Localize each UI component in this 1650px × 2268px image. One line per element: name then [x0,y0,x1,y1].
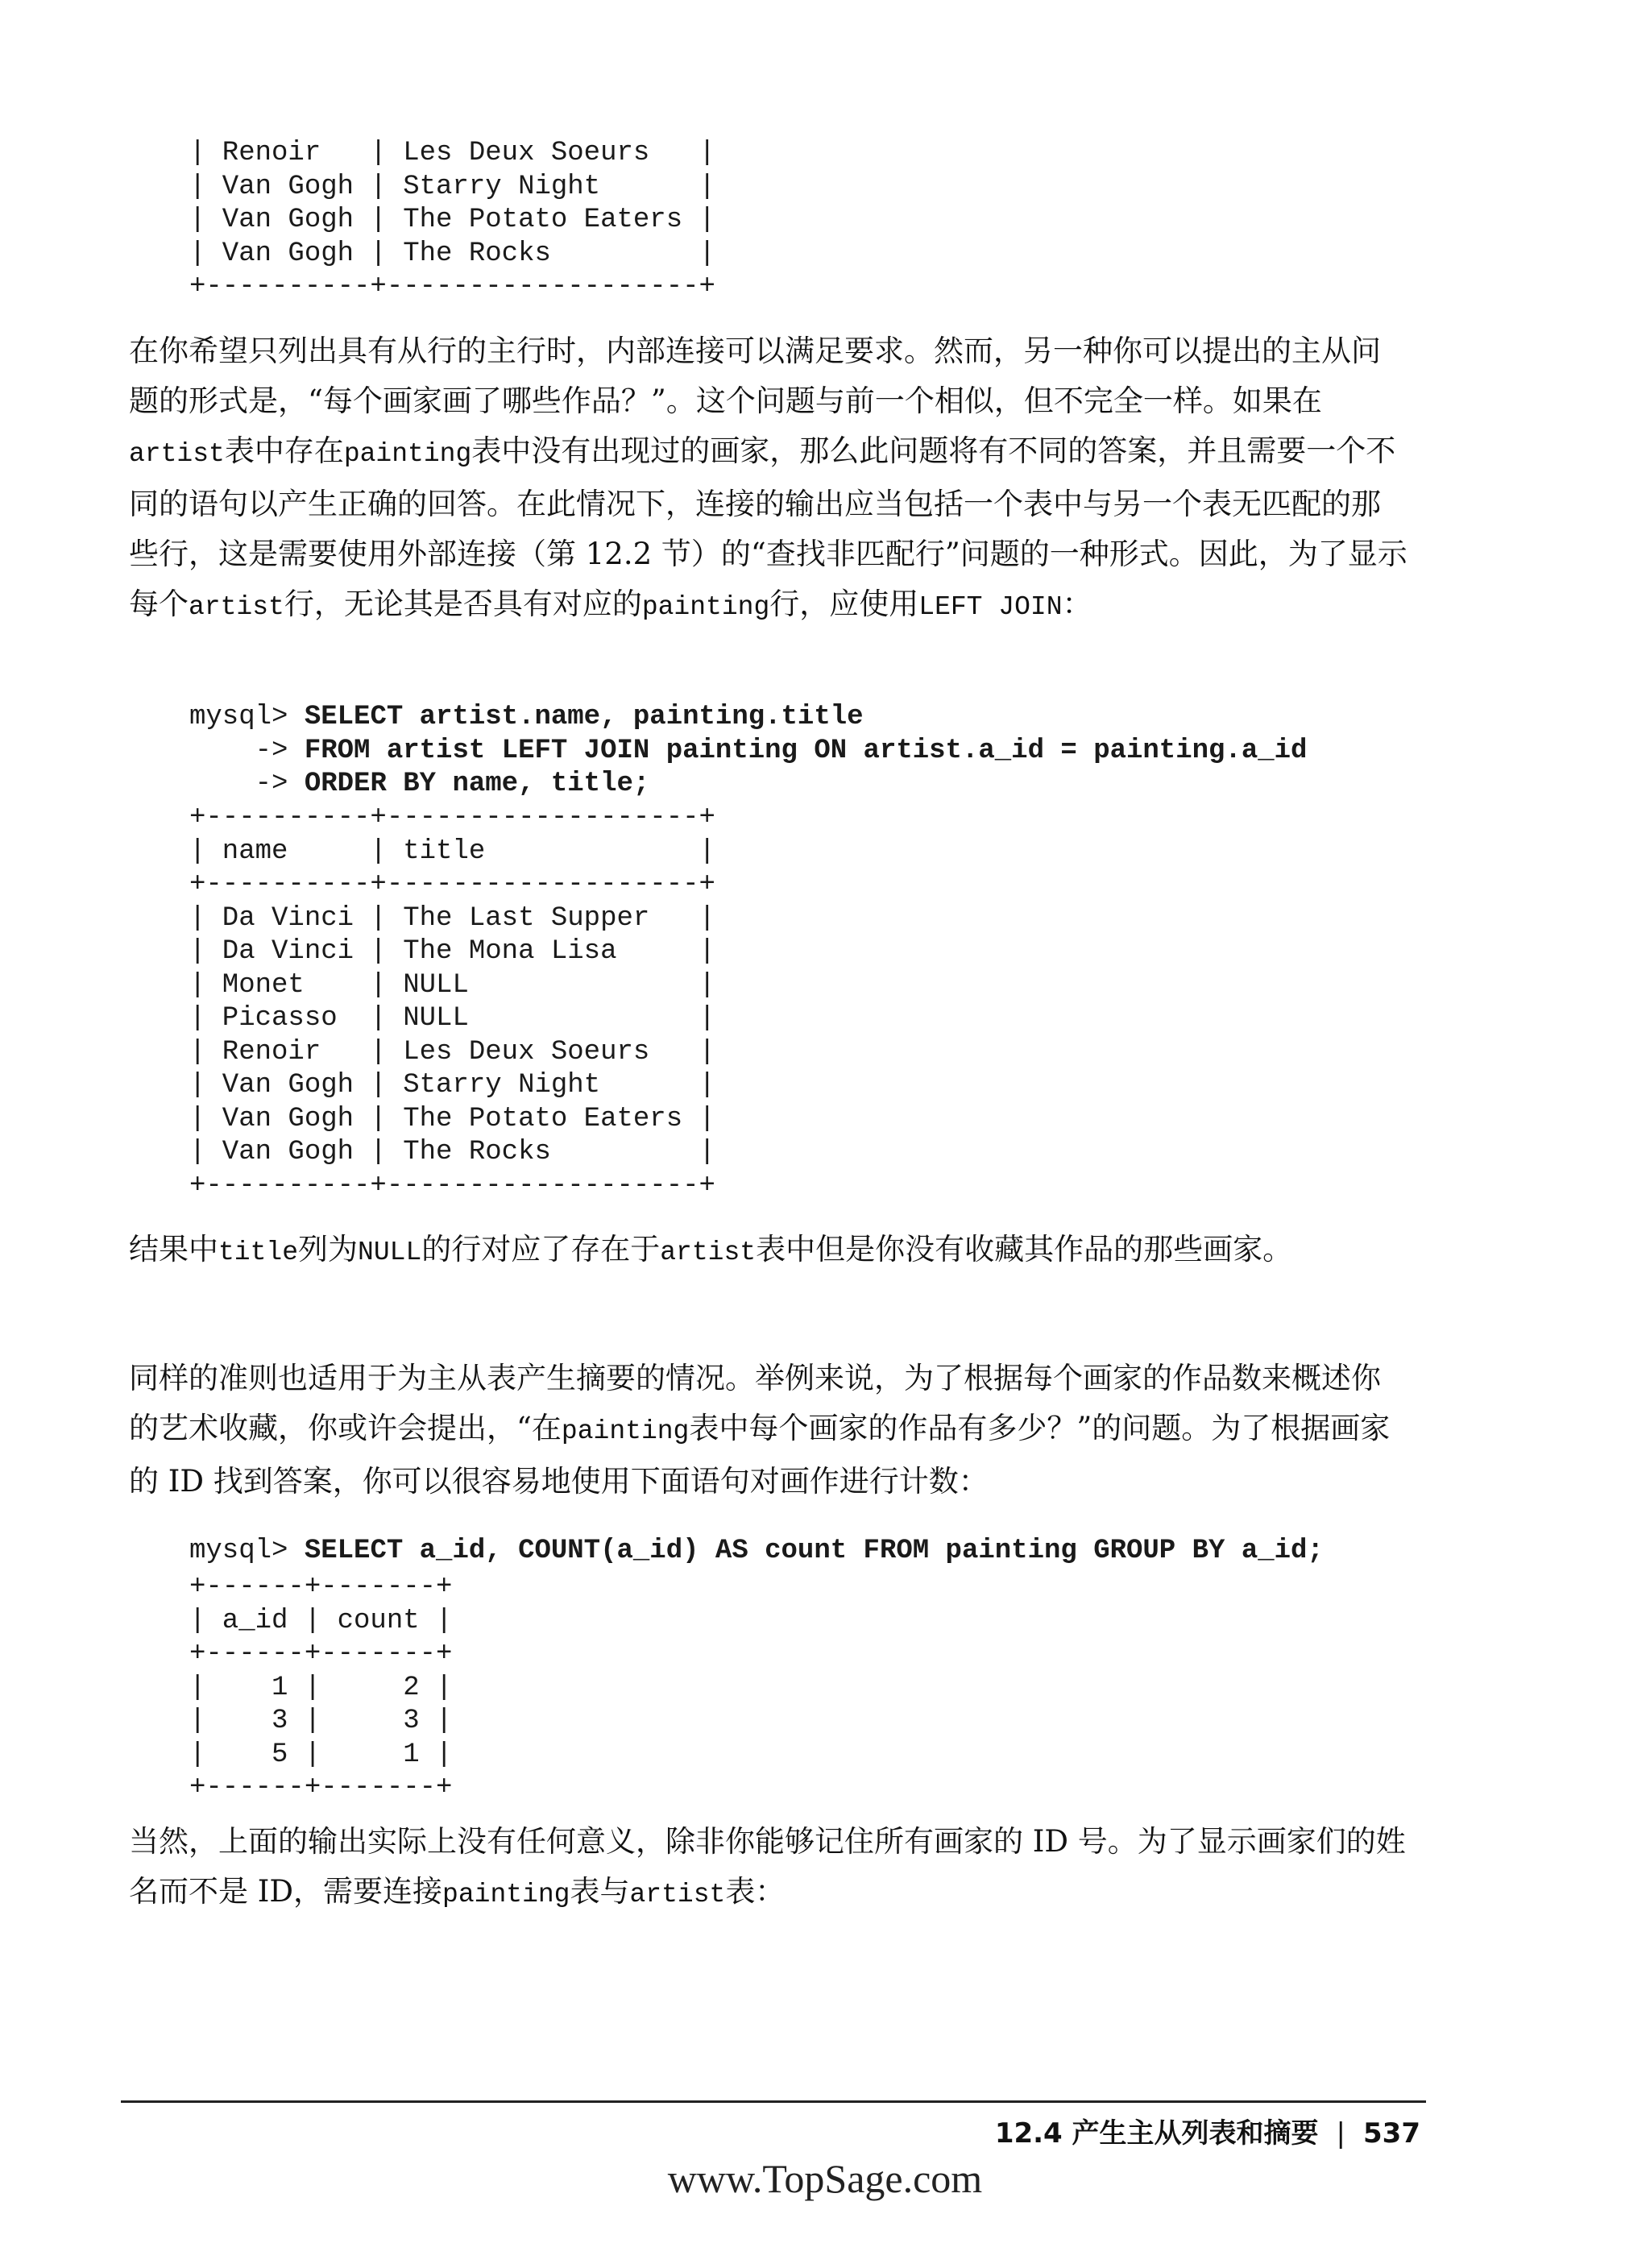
inline-code: painting [641,592,770,622]
page-number: 537 [1363,2117,1420,2150]
text: 同样的准则也适用于为主从表产生摘要的情况。举例来说，为了根据每个画家的作品数来概述你的艺术收藏，你或许会提出，“在 [129,1361,1381,1445]
text: 结果中 [129,1232,218,1267]
text: 表： [725,1874,786,1909]
paragraph-join-names [129,1817,1410,1920]
inline-code: artist [660,1238,757,1267]
sql-line: SELECT artist.name, painting.title [304,702,864,732]
text: 表中存在 [224,433,344,468]
continuation-prompt: -> [189,735,305,766]
inline-code: title [218,1238,299,1267]
mysql-prompt: mysql> [189,702,305,732]
text: 行，应使用 [769,587,919,621]
inline-code: painting [561,1416,690,1446]
sql-line: ORDER BY name, title; [304,769,650,799]
count-result-table: +------+-------+ | a_id | count | +------+-------+ | 1 | 2 | | 3 | 3 | | 5 | 1 | +------+-------+ [189,1572,453,1803]
website-watermark: www.TopSage.com [667,2156,983,2201]
paragraph-inner-join-explanation [129,326,1410,632]
inline-code: artist [189,592,284,622]
text: ： [1062,587,1092,621]
section-title: 12.4 产生主从列表和摘要 [994,2117,1319,2150]
count-query [189,1535,1324,1569]
text: 行，无论其是否具有对应的 [284,587,642,621]
left-join-query [189,701,1307,802]
sql-line: FROM artist LEFT JOIN painting ON artist.a_id = painting.a_id [304,735,1308,766]
text: 表中没有出现过的画家，那么此问题将有不同的答案，并且需要一个不同的语句以产生正确的回答。在此情况下，连接的输出应当包括一个表中与另一个表无匹配的那些行，这是需要使用外部连接（第 12.2 节）的“查找非匹配行”问题的一种形式。因此，为了显示每个 [129,433,1407,621]
inline-code: artist [129,439,225,469]
result-table-continuation: | Renoir | Les Deux Soeurs | | Van Gogh | Starry Night | | Van Gogh | The Potato Eaters | | Van Gogh | The Rocks | +----------+-------------------+ [189,138,715,302]
text: 表与 [570,1874,630,1909]
sql-line: SELECT a_id, COUNT(a_id) AS count FROM painting GROUP BY a_id; [304,1536,1324,1566]
inline-code: LEFT JOIN [918,592,1063,622]
inline-code: NULL [358,1238,422,1267]
text: 表中每个画家的作品有多少？”的问题。为了根据画家的 ID 找到答案，你可以很容易地使用下面语句对画作进行计数： [129,1411,1391,1499]
inline-code: artist [629,1880,726,1909]
text: 列为 [298,1232,359,1267]
paragraph-summary-explanation [129,1354,1410,1507]
inline-code: painting [343,439,472,469]
footer-rule [121,2100,1426,2103]
continuation-prompt: -> [189,769,305,799]
footer-separator: | [1336,2117,1346,2150]
text: 在你希望只列出具有从行的主行时，内部连接可以满足要求。然而，另一种你可以提出的主从问题的形式是，“每个画家画了哪些作品？”。这个问题与前一个相似，但不完全一样。如果在 [129,334,1381,418]
text: 表中但是你没有收藏其作品的那些画家。 [756,1232,1293,1267]
text: 的行对应了存在于 [421,1232,661,1267]
text: 当然，上面的输出实际上没有任何意义，除非你能够记住所有画家的 ID 号。为了显示画家们的姓名而不是 ID，需要连接 [129,1824,1406,1909]
page-footer [995,2111,1420,2150]
left-join-result-table: +----------+-------------------+ | name | title | +----------+-------------------+ | Da Vinci | The Last Supper | | Da Vinci | The Mona Lisa | | Monet | NULL | | Picasso | NULL | | Renoir | Les Deux Soeurs | | Van Gogh | Starry Night | | Van Gogh | The Potato Eaters | | Van Gogh | The Rocks | +----------+-------------------+ [189,802,715,1201]
paragraph-null-explanation [129,1225,1410,1278]
mysql-prompt: mysql> [189,1536,305,1566]
inline-code: painting [442,1880,570,1909]
